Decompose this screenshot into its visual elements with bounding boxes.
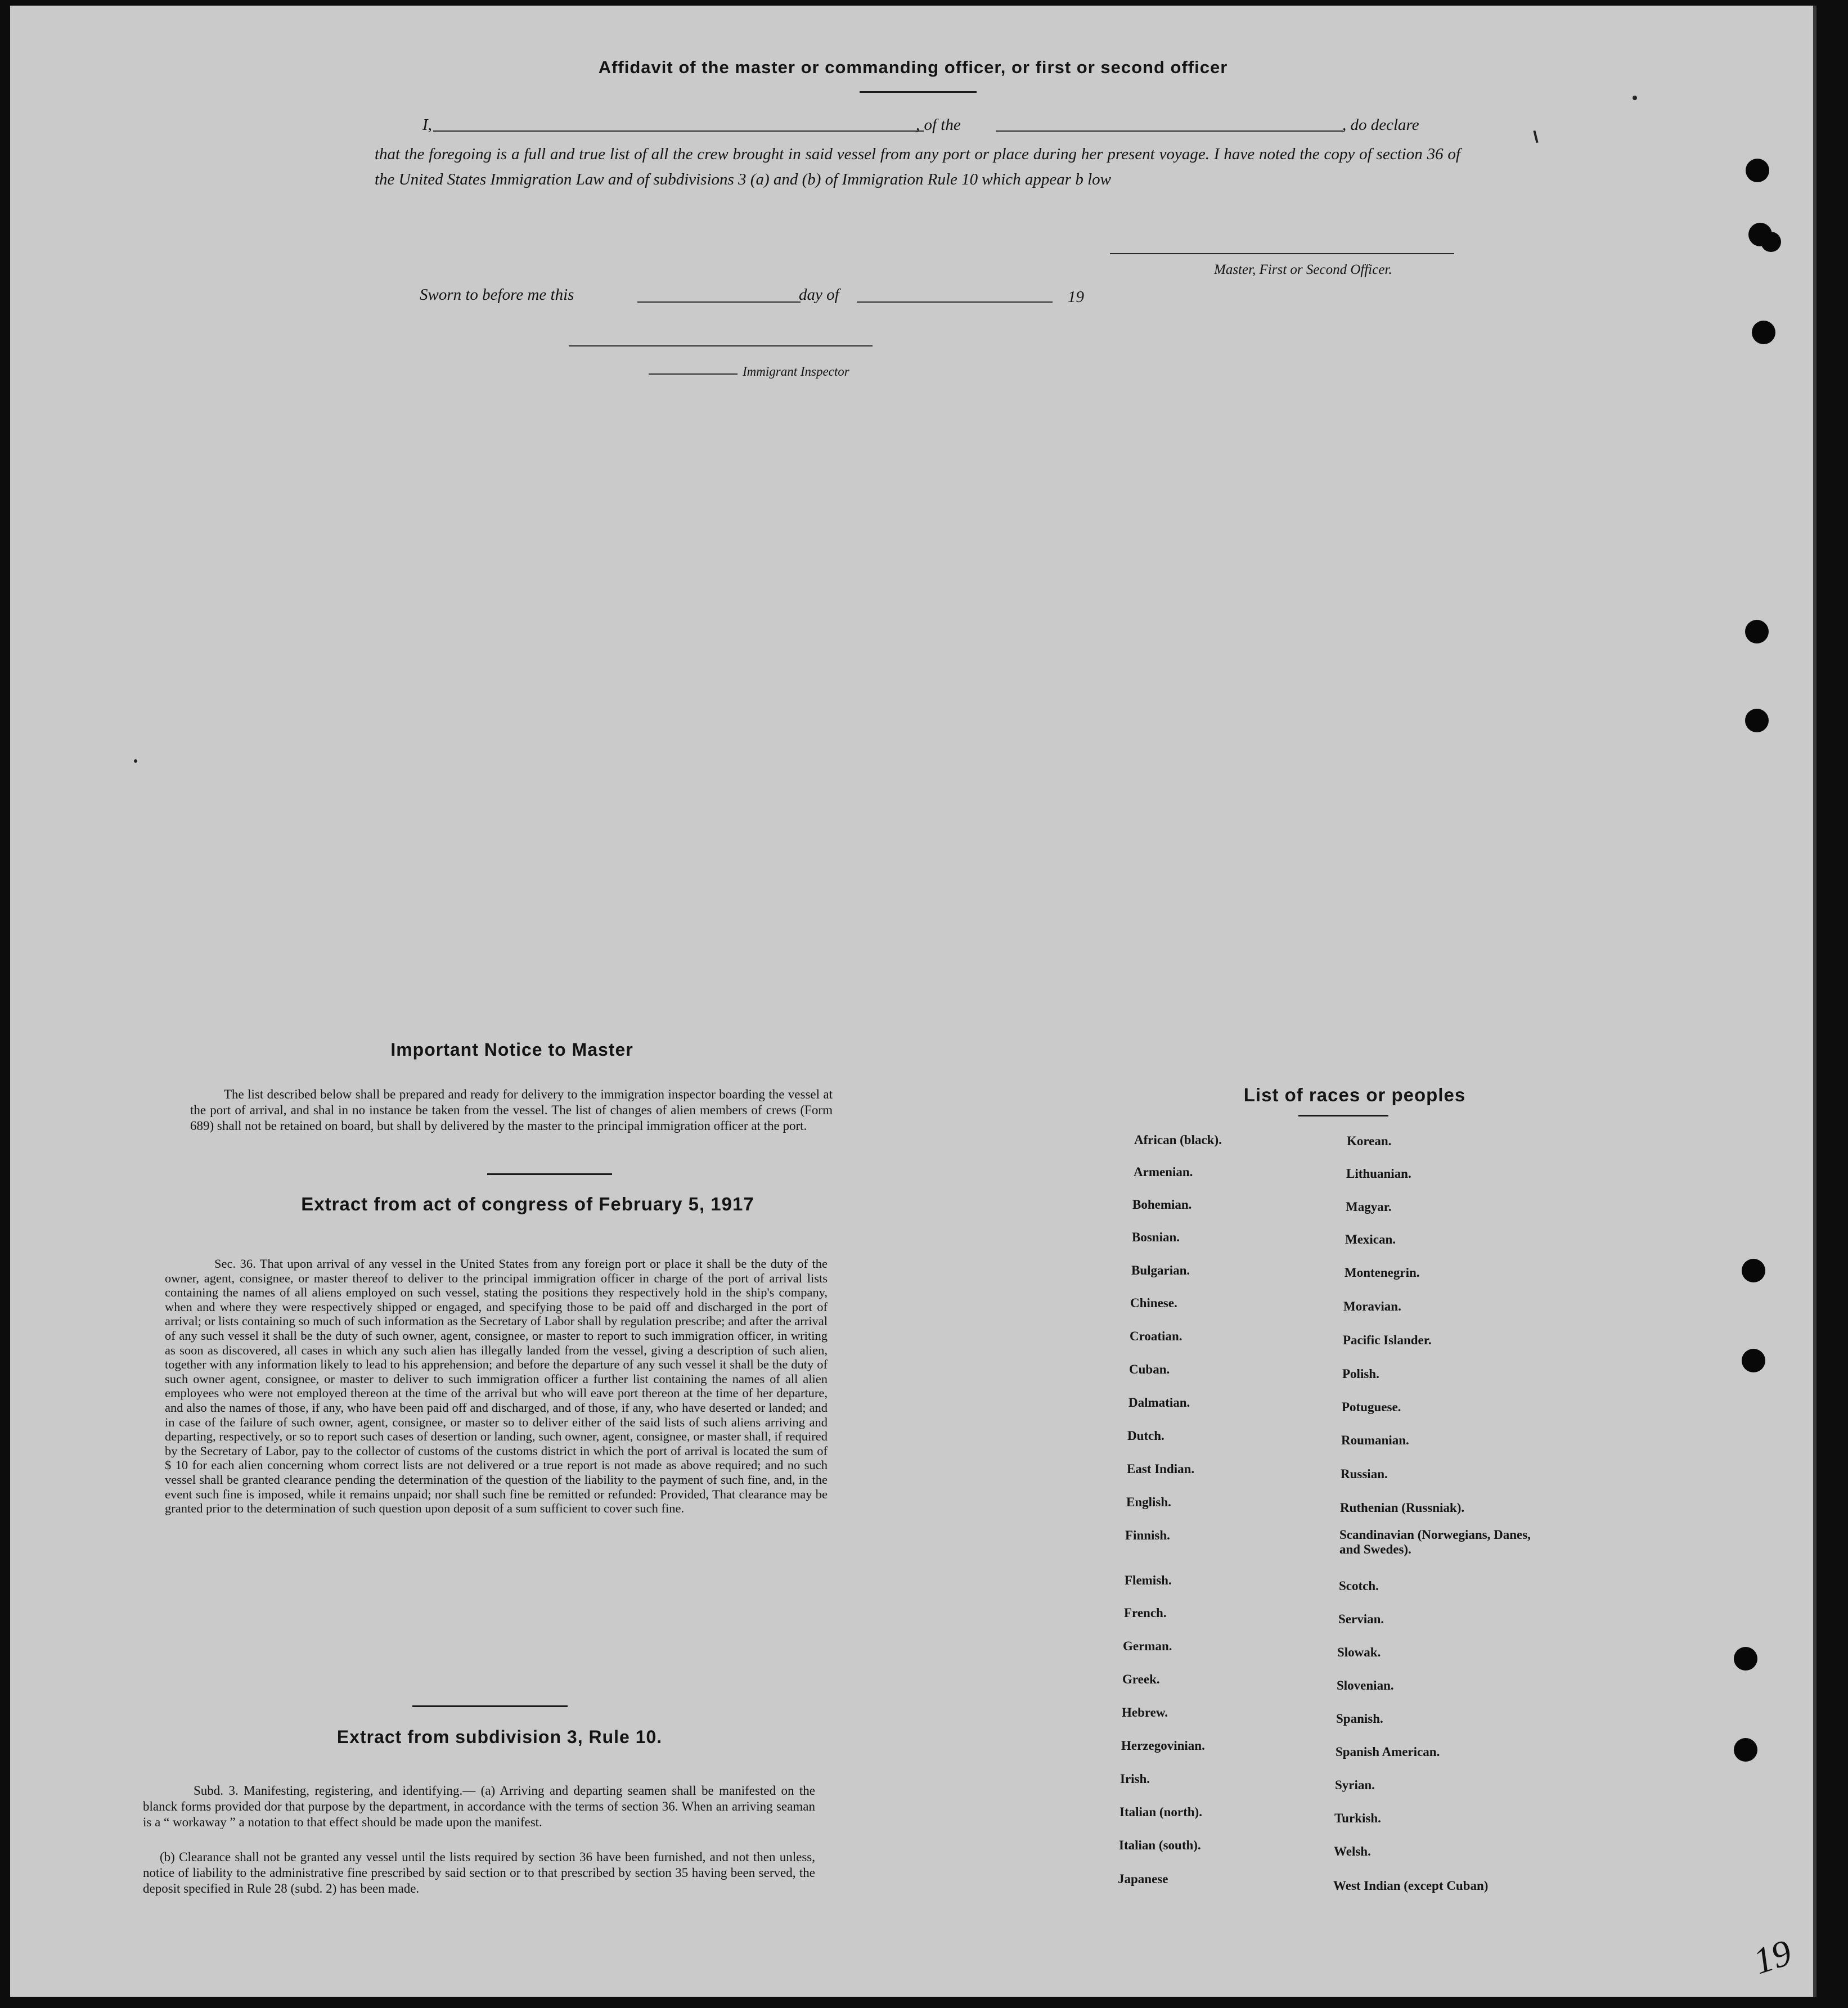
- stray-dot: [1633, 96, 1637, 100]
- extract-act-text: Sec. 36. That upon arrival of any vessel in the United States from any foreign port or place it shall be the duty of the owner, agent, consignee, or master thereof to deliver to the principal immigration officer in charge of the port of arrival lists containing the names of all aliens employed on such vessel, stating the positions they respectively hold in the ship's company, when and where they were respectively shipped or engaged, and specifying those to be paid off and discharged in the port of arrival; or lists containing so much of such information as the Secretary of Labor shall by regulation prescribe; and after the arrival of any such vessel it shall be the duty of such owner, agent, consignee, or master to report to such immigration officer, in writing as soon as discovered, all cases in which any such alien has illegally landed from the vessel, giving a description of such alien, together with any information likely to lead to his apprehension; and before the departure of any such vessel it shall be the duty of such owner agent, consignee, or master to deliver to such immigration officer a further list containing the names of all alien employees who were not employed thereon at the time of the arrival but who will eave port thereon at the time of her departure, and also the names of those, if any, who have been paid off and discharged, and of those, if any, who have deserted or landed; and in case of the failure of such owner, agent, consignee, or master so to deliver either of the said lists of such aliens arriving and departing, respectively, or so to report such cases of desertion or landing, such owner, agent, consignee, or master shall, if required by the Secretary of Labor, pay to the collector of customs of the customs district in which the port of arrival is located the sum of $ 10 for each alien concerning whom correct lists are not delivered or a true report is not made as above required; and no such vessel shall be granted clearance pending the determination of the question of the liability to the payment of such fine, and, in the event such fine is imposed, while it remains unpaid; nor shall such fine be remitted or refunded: Provided, That clearance may be granted prior to the determination of such question upon deposit of a sum sufficient to cover such fine.: [165, 1257, 828, 1516]
- affidavit-declare-label: , do declare: [1342, 116, 1419, 134]
- left-race-item: Armenian.: [1134, 1165, 1193, 1179]
- left-race-item: Bosnian.: [1132, 1230, 1180, 1244]
- right-race-item: Moravian.: [1343, 1299, 1401, 1313]
- affidavit-title-rule: [860, 91, 977, 93]
- left-race-item: Japanese: [1118, 1872, 1168, 1886]
- sworn-label: Sworn to before me this: [420, 286, 574, 304]
- right-race-item: Spanish American.: [1336, 1745, 1440, 1759]
- extract-rule-para-b: (b) Clearance shall not be granted any vessel until the lists required by section 36 have been furnished, and not then unless, notice of liability to the administrative fine prescribed by said section or to that prescribed by section 35 having been served, the deposit specified in Rule 28 (subd. 2) has been made.: [143, 1850, 815, 1896]
- extract-act-rule: [412, 1705, 568, 1707]
- punch-hole: [1742, 1259, 1765, 1282]
- left-race-item: Italian (south).: [1119, 1838, 1201, 1852]
- right-race-item: Ruthenian (Russniak).: [1340, 1501, 1465, 1515]
- right-race-item: Slowak.: [1337, 1645, 1381, 1659]
- sworn-month-blank[interactable]: [857, 301, 1053, 303]
- left-race-item: Cuban.: [1129, 1362, 1170, 1376]
- left-race-item: Greek.: [1122, 1672, 1160, 1686]
- right-race-item: Syrian.: [1335, 1778, 1375, 1792]
- punch-hole: [1734, 1647, 1757, 1671]
- affidavit-of-the-label: , of the: [916, 116, 961, 134]
- notice-text: The list described below shall be prepared and ready for delivery to the immigration inspector boarding the vessel at the port of arrival, and shal in no instance be taken from the vessel. The list of changes of alien members of crews (Form 689) shall not be retained on board, but shall by delivered by the master to the principal immigration officer at the port.: [190, 1087, 833, 1133]
- punch-hole: [1761, 232, 1781, 252]
- left-race-item: Herzegovinian.: [1121, 1739, 1205, 1753]
- punch-hole: [1752, 321, 1775, 344]
- left-race-item: English.: [1126, 1495, 1171, 1509]
- left-race-item: Hebrew.: [1122, 1705, 1168, 1719]
- right-race-item: Welsh.: [1334, 1844, 1371, 1858]
- extract-rule-title: Extract from subdivision 3, Rule 10.: [336, 1727, 663, 1747]
- left-race-item: East Indian.: [1127, 1462, 1195, 1476]
- left-race-item: Dalmatian.: [1128, 1395, 1190, 1410]
- affidavit-i-label: I,: [422, 116, 432, 134]
- affidavit-body: that the foregoing is a full and true list of all the crew brought in said vessel from any port or place during her present voyage. I have noted the copy of section 36 of the United States Immigration Law and of subdivisions 3 (a) and (b) of Immigration Rule 10 which appear b low: [375, 145, 1460, 188]
- inspector-label: Immigrant Inspector: [743, 364, 849, 379]
- left-race-item: Flemish.: [1125, 1573, 1172, 1587]
- right-race-item: Scotch.: [1339, 1579, 1379, 1593]
- races-title-rule: [1298, 1115, 1388, 1116]
- right-race-item: Lithuanian.: [1346, 1167, 1411, 1181]
- affidavit-title: Affidavit of the master or commanding officer, or first or second officer: [598, 57, 1228, 77]
- notice-title: Important Notice to Master: [390, 1039, 633, 1060]
- right-race-item: Magyar.: [1346, 1200, 1392, 1214]
- left-race-item: Dutch.: [1127, 1429, 1164, 1443]
- left-race-item: French.: [1124, 1606, 1167, 1620]
- master-signature-label: Master, First or Second Officer.: [1214, 262, 1392, 277]
- left-race-item: Italian (north).: [1119, 1805, 1202, 1819]
- punch-hole: [1745, 709, 1769, 732]
- inspector-signature-line[interactable]: [569, 345, 873, 346]
- sworn-day-of-label: day of: [799, 286, 839, 304]
- right-race-item: Polish.: [1342, 1367, 1379, 1381]
- stray-mark: [1533, 130, 1538, 143]
- punch-hole: [1745, 620, 1769, 643]
- document-page: [10, 6, 1816, 1997]
- punch-hole: [1742, 1349, 1765, 1372]
- sworn-day-blank[interactable]: [637, 301, 801, 303]
- notice-rule: [487, 1173, 612, 1175]
- left-race-item: Bohemian.: [1132, 1197, 1192, 1212]
- right-race-item: Mexican.: [1345, 1232, 1396, 1246]
- left-race-item: Bulgarian.: [1131, 1263, 1190, 1277]
- left-race-item: Irish.: [1120, 1772, 1150, 1786]
- right-race-item: Slovenian.: [1337, 1678, 1394, 1692]
- extract-rule-para-a: Subd. 3. Manifesting, registering, and identifying.— (a) Arriving and departing seamen shall be manifested on the blanck forms provided dor that purpose by the department, in accordance with the terms of section 36. When an arriving seaman is a “ workaway ” a notation to that effect should be made upon the manifest.: [143, 1784, 815, 1829]
- right-race-item: Pacific Islander.: [1343, 1333, 1432, 1347]
- right-race-item: Roumanian.: [1341, 1433, 1409, 1447]
- left-race-item: African (black).: [1134, 1133, 1222, 1147]
- right-race-item: Servian.: [1338, 1612, 1384, 1626]
- affidavit-vessel-blank[interactable]: [996, 130, 1343, 132]
- races-title: List of races or peoples: [1243, 1084, 1466, 1105]
- punch-hole: [1734, 1738, 1757, 1762]
- punch-hole: [1746, 159, 1769, 182]
- sworn-year-label: 19: [1068, 288, 1084, 306]
- stray-dot: [134, 759, 137, 763]
- master-signature-line[interactable]: [1110, 253, 1454, 254]
- handwritten-page-number: 19: [1748, 1932, 1797, 1983]
- right-race-item: Potuguese.: [1342, 1400, 1401, 1414]
- right-race-item: West Indian (except Cuban): [1333, 1879, 1489, 1893]
- inspector-short-line: [649, 373, 738, 375]
- right-race-item: Korean.: [1347, 1134, 1392, 1148]
- affidavit-name-blank[interactable]: [433, 130, 924, 132]
- extract-act-title: Extract from act of congress of February 5, 1917: [301, 1194, 754, 1214]
- right-race-item: Spanish.: [1336, 1712, 1383, 1726]
- right-race-item: Montenegrin.: [1345, 1266, 1420, 1280]
- left-race-item: German.: [1123, 1639, 1172, 1653]
- right-race-item: Russian.: [1341, 1467, 1388, 1481]
- left-race-item: Chinese.: [1130, 1296, 1177, 1310]
- left-race-item: Croatian.: [1130, 1329, 1182, 1343]
- right-race-item: Scandinavian (Norwegians, Danes, and Swedes).: [1339, 1528, 1531, 1556]
- right-race-item: Turkish.: [1334, 1811, 1381, 1825]
- left-race-item: Finnish.: [1125, 1528, 1170, 1542]
